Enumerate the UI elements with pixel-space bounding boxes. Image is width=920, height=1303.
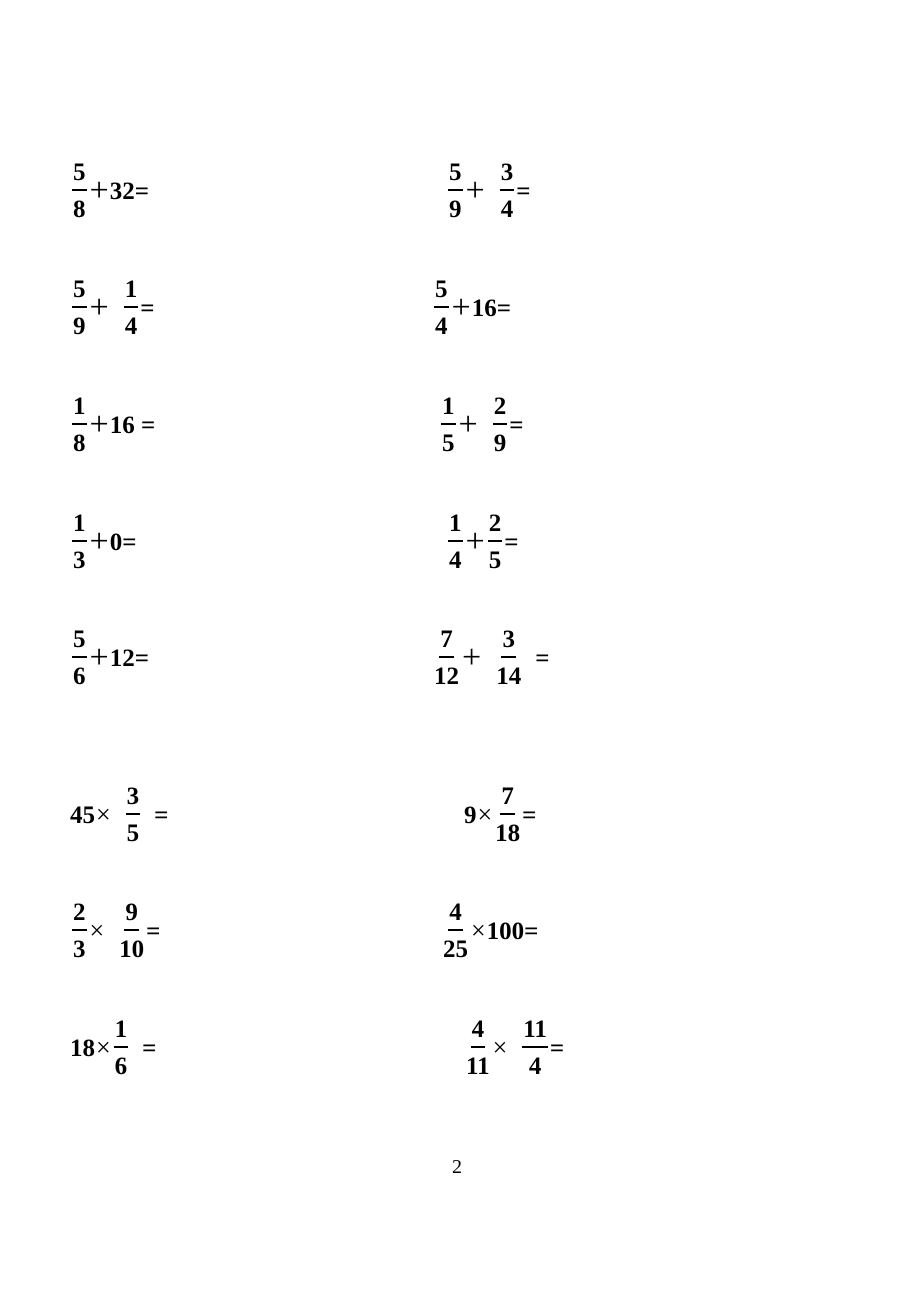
denominator: 14 [496,663,522,690]
plus-operator: + [89,523,109,560]
problem-4 [432,277,511,339]
denominator: 8 [73,430,86,457]
plus-operator: + [89,172,109,209]
expression-text: = [516,177,531,205]
expression-text: 45 [70,801,95,829]
plus-operator: + [451,289,471,326]
problem-7 [70,511,136,573]
numerator: 1 [448,511,463,542]
problem-1 [70,160,149,222]
numerator: 1 [124,277,139,308]
numerator: 1 [114,1017,129,1048]
denominator: 5 [126,820,140,847]
plus-operator: + [458,406,478,443]
denominator: 3 [73,547,86,574]
numerator: 4 [448,900,463,931]
expression-text: 16= [471,294,511,322]
fraction [443,900,468,962]
denominator: 4 [124,313,138,340]
fraction [466,1017,490,1079]
expression-text: 32= [109,177,149,205]
numerator: 5 [72,277,87,308]
denominator: 4 [449,547,462,574]
denominator: 9 [73,313,86,340]
expression-text: 0= [109,528,137,556]
numerator: 2 [488,511,503,542]
numerator: 4 [471,1017,486,1048]
times-operator: × [471,916,486,945]
numerator: 1 [441,394,456,425]
expression-text: 18 [70,1034,95,1062]
fraction [72,627,87,689]
expression-text: = [535,644,550,672]
denominator: 3 [73,936,86,963]
denominator: 12 [434,663,459,690]
fraction [124,277,139,339]
fraction [448,160,463,222]
fraction [522,1017,548,1079]
fraction [495,784,520,846]
fraction [72,511,87,573]
problem-13 [70,900,160,962]
fraction [72,900,87,962]
denominator: 4 [500,196,514,223]
problem-2 [446,160,530,222]
problem-14 [441,900,538,962]
expression-text: = [154,801,169,829]
times-operator: × [96,1033,111,1062]
denominator: 5 [488,547,502,574]
problem-3 [70,277,154,339]
numerator: 3 [500,160,515,191]
fraction [114,1017,129,1079]
problem-8 [446,511,518,573]
fraction [126,784,141,846]
numerator: 3 [501,627,516,658]
times-operator: × [89,916,105,945]
numerator: 1 [72,394,87,425]
fraction [72,160,87,222]
fraction [119,900,144,962]
expression-text: = [146,917,161,945]
fraction [441,394,456,456]
numerator: 3 [126,784,141,815]
problem-11 [70,784,168,846]
expression-text: 16 = [109,411,156,439]
denominator: 25 [443,936,468,963]
numerator: 11 [522,1017,548,1048]
problem-9 [70,627,149,689]
denominator: 4 [435,313,448,340]
fraction [434,627,459,689]
expression-text: 100= [486,917,539,945]
expression-text: = [140,294,155,322]
denominator: 5 [442,430,455,457]
denominator: 6 [114,1053,128,1080]
problem-12 [464,784,536,846]
denominator: 9 [493,430,507,457]
expression-text: = [509,411,524,439]
numerator: 1 [72,511,87,542]
fraction [434,277,449,339]
expression-text: 9 [464,801,477,829]
plus-operator: + [89,406,109,443]
times-operator: × [96,800,111,829]
expression-text: = [504,528,519,556]
numerator: 5 [72,160,87,191]
numerator: 7 [439,627,454,658]
fraction [500,160,515,222]
numerator: 7 [500,784,515,815]
denominator: 11 [466,1053,490,1080]
times-operator: × [477,800,493,829]
denominator: 6 [73,663,86,690]
fraction [72,394,87,456]
times-operator: × [492,1033,508,1062]
plus-operator: + [465,172,485,209]
page-number: 2 [452,1156,462,1178]
denominator: 4 [528,1053,542,1080]
denominator: 10 [119,936,145,963]
fraction [448,511,463,573]
plus-operator: + [89,639,109,676]
fraction [488,511,503,573]
plus-operator: + [465,523,485,560]
numerator: 5 [434,277,449,308]
expression-text: = [522,801,537,829]
fraction [493,394,508,456]
problem-16 [464,1017,564,1079]
problem-6 [439,394,523,456]
expression-text: = [142,1034,157,1062]
expression-text: 12= [109,644,149,672]
problem-15 [70,1017,156,1079]
expression-text: = [549,1034,565,1062]
numerator: 5 [448,160,463,191]
problem-10 [432,627,549,689]
fraction [72,277,87,339]
numerator: 5 [72,627,87,658]
numerator: 2 [493,394,508,425]
plus-operator: + [89,289,109,326]
fraction [496,627,521,689]
denominator: 8 [73,196,86,223]
numerator: 2 [72,900,87,931]
plus-operator: + [462,639,482,676]
denominator: 9 [449,196,462,223]
numerator: 9 [124,900,139,931]
problem-5 [70,394,155,456]
denominator: 18 [495,820,521,847]
